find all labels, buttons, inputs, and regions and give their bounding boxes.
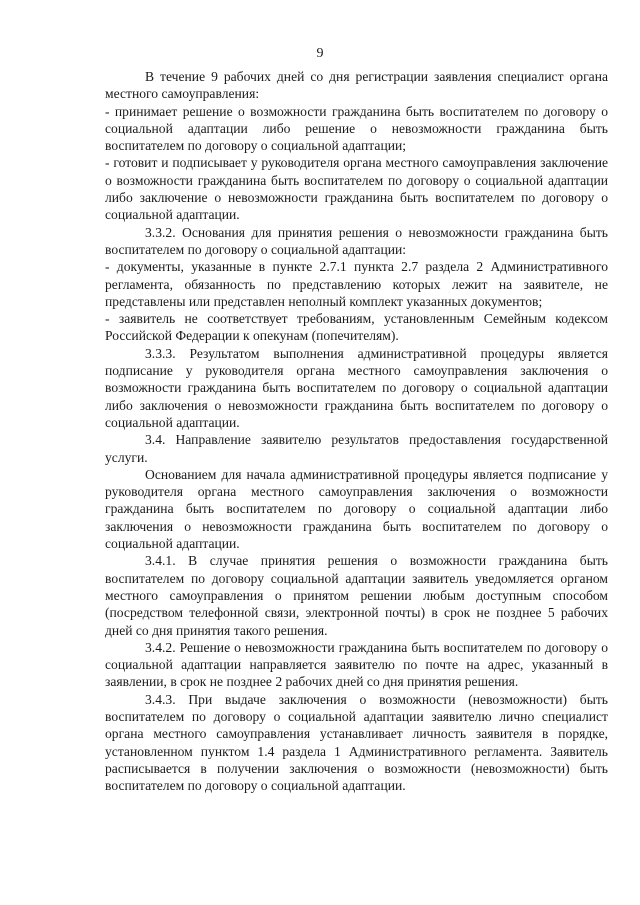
paragraph: - готовит и подписывает у руководителя органа местного самоуправления заключение о возможности гражданина быть воспитателем по договору о социальной адаптации либо заключение о невозможности гражданина быть воспитателем по договору о социальной адаптации. xyxy=(105,155,608,223)
paragraph: 3.4.2. Решение о невозможности гражданина быть воспитателем по договору о социальной адаптации направляется заявителю по почте на адрес, указанный в заявлении, в срок не позднее 2 рабочих дней со дня принятия решения. xyxy=(105,639,608,690)
document-body xyxy=(105,68,608,794)
paragraph: В течение 9 рабочих дней со дня регистрации заявления специалист органа местного самоуправления: xyxy=(105,69,608,102)
paragraph: 3.4.1. В случае принятия решения о возможности гражданина быть воспитателем по договору социальной адаптации заявитель уведомляется органом местного самоуправления о принятом решении любым доступным способом (посредством телефонной связи, электронной почты) в срок не позднее 5 рабочих дней со дня принятия такого решения. xyxy=(105,553,608,638)
paragraph: Основанием для начала административной процедуры является подписание у руководителя органа местного самоуправления заключения о возможности гражданина быть воспитателем по договору о социальной адаптации либо заключения о невозможности гражданина быть воспитателем по договору о социальной адаптации. xyxy=(105,466,608,552)
paragraph: 3.4. Направление заявителю результатов предоставления государственной услуги. xyxy=(105,432,608,465)
paragraph: 3.4.3. При выдаче заключения о возможности (невозможности) быть воспитателем по договору о социальной адаптации заявителю лично специалист органа местного самоуправления устанавливает личность заявителя в порядке, установленном пунктом 1.4 раздела 1 Административного регламента. Заявитель расписывается в получении заключения о возможности (невозможности) быть воспитателем по договору о социальной адаптации. xyxy=(105,691,608,794)
paragraph: - принимает решение о возможности гражданина быть воспитателем по договору о социальной адаптации либо решение о невозможности гражданина быть воспитателем по договору о социальной адаптации; xyxy=(105,103,608,154)
paragraph: 3.3.2. Основания для принятия решения о невозможности гражданина быть воспитателем по договору о социальной адаптации: xyxy=(105,224,608,257)
paragraph: - документы, указанные в пункте 2.7.1 пункта 2.7 раздела 2 Административного регламента, обязанность по представлению которых лежит на заявителе, не представлены или представлен неполный комплект указанных документов; xyxy=(105,259,608,309)
paragraph: - заявитель не соответствует требованиям, установленным Семейным кодексом Российской Федерации к опекунам (попечителям). xyxy=(105,311,608,344)
paragraph: 3.3.3. Результатом выполнения административной процедуры является подписание у руководителя органа местного самоуправления заключения о возможности гражданина быть воспитателем по договору о социальной адаптации либо заключения о невозможности гражданина быть воспитателем по договору о социальной адаптации. xyxy=(105,345,608,430)
page-number: 9 xyxy=(316,46,324,61)
